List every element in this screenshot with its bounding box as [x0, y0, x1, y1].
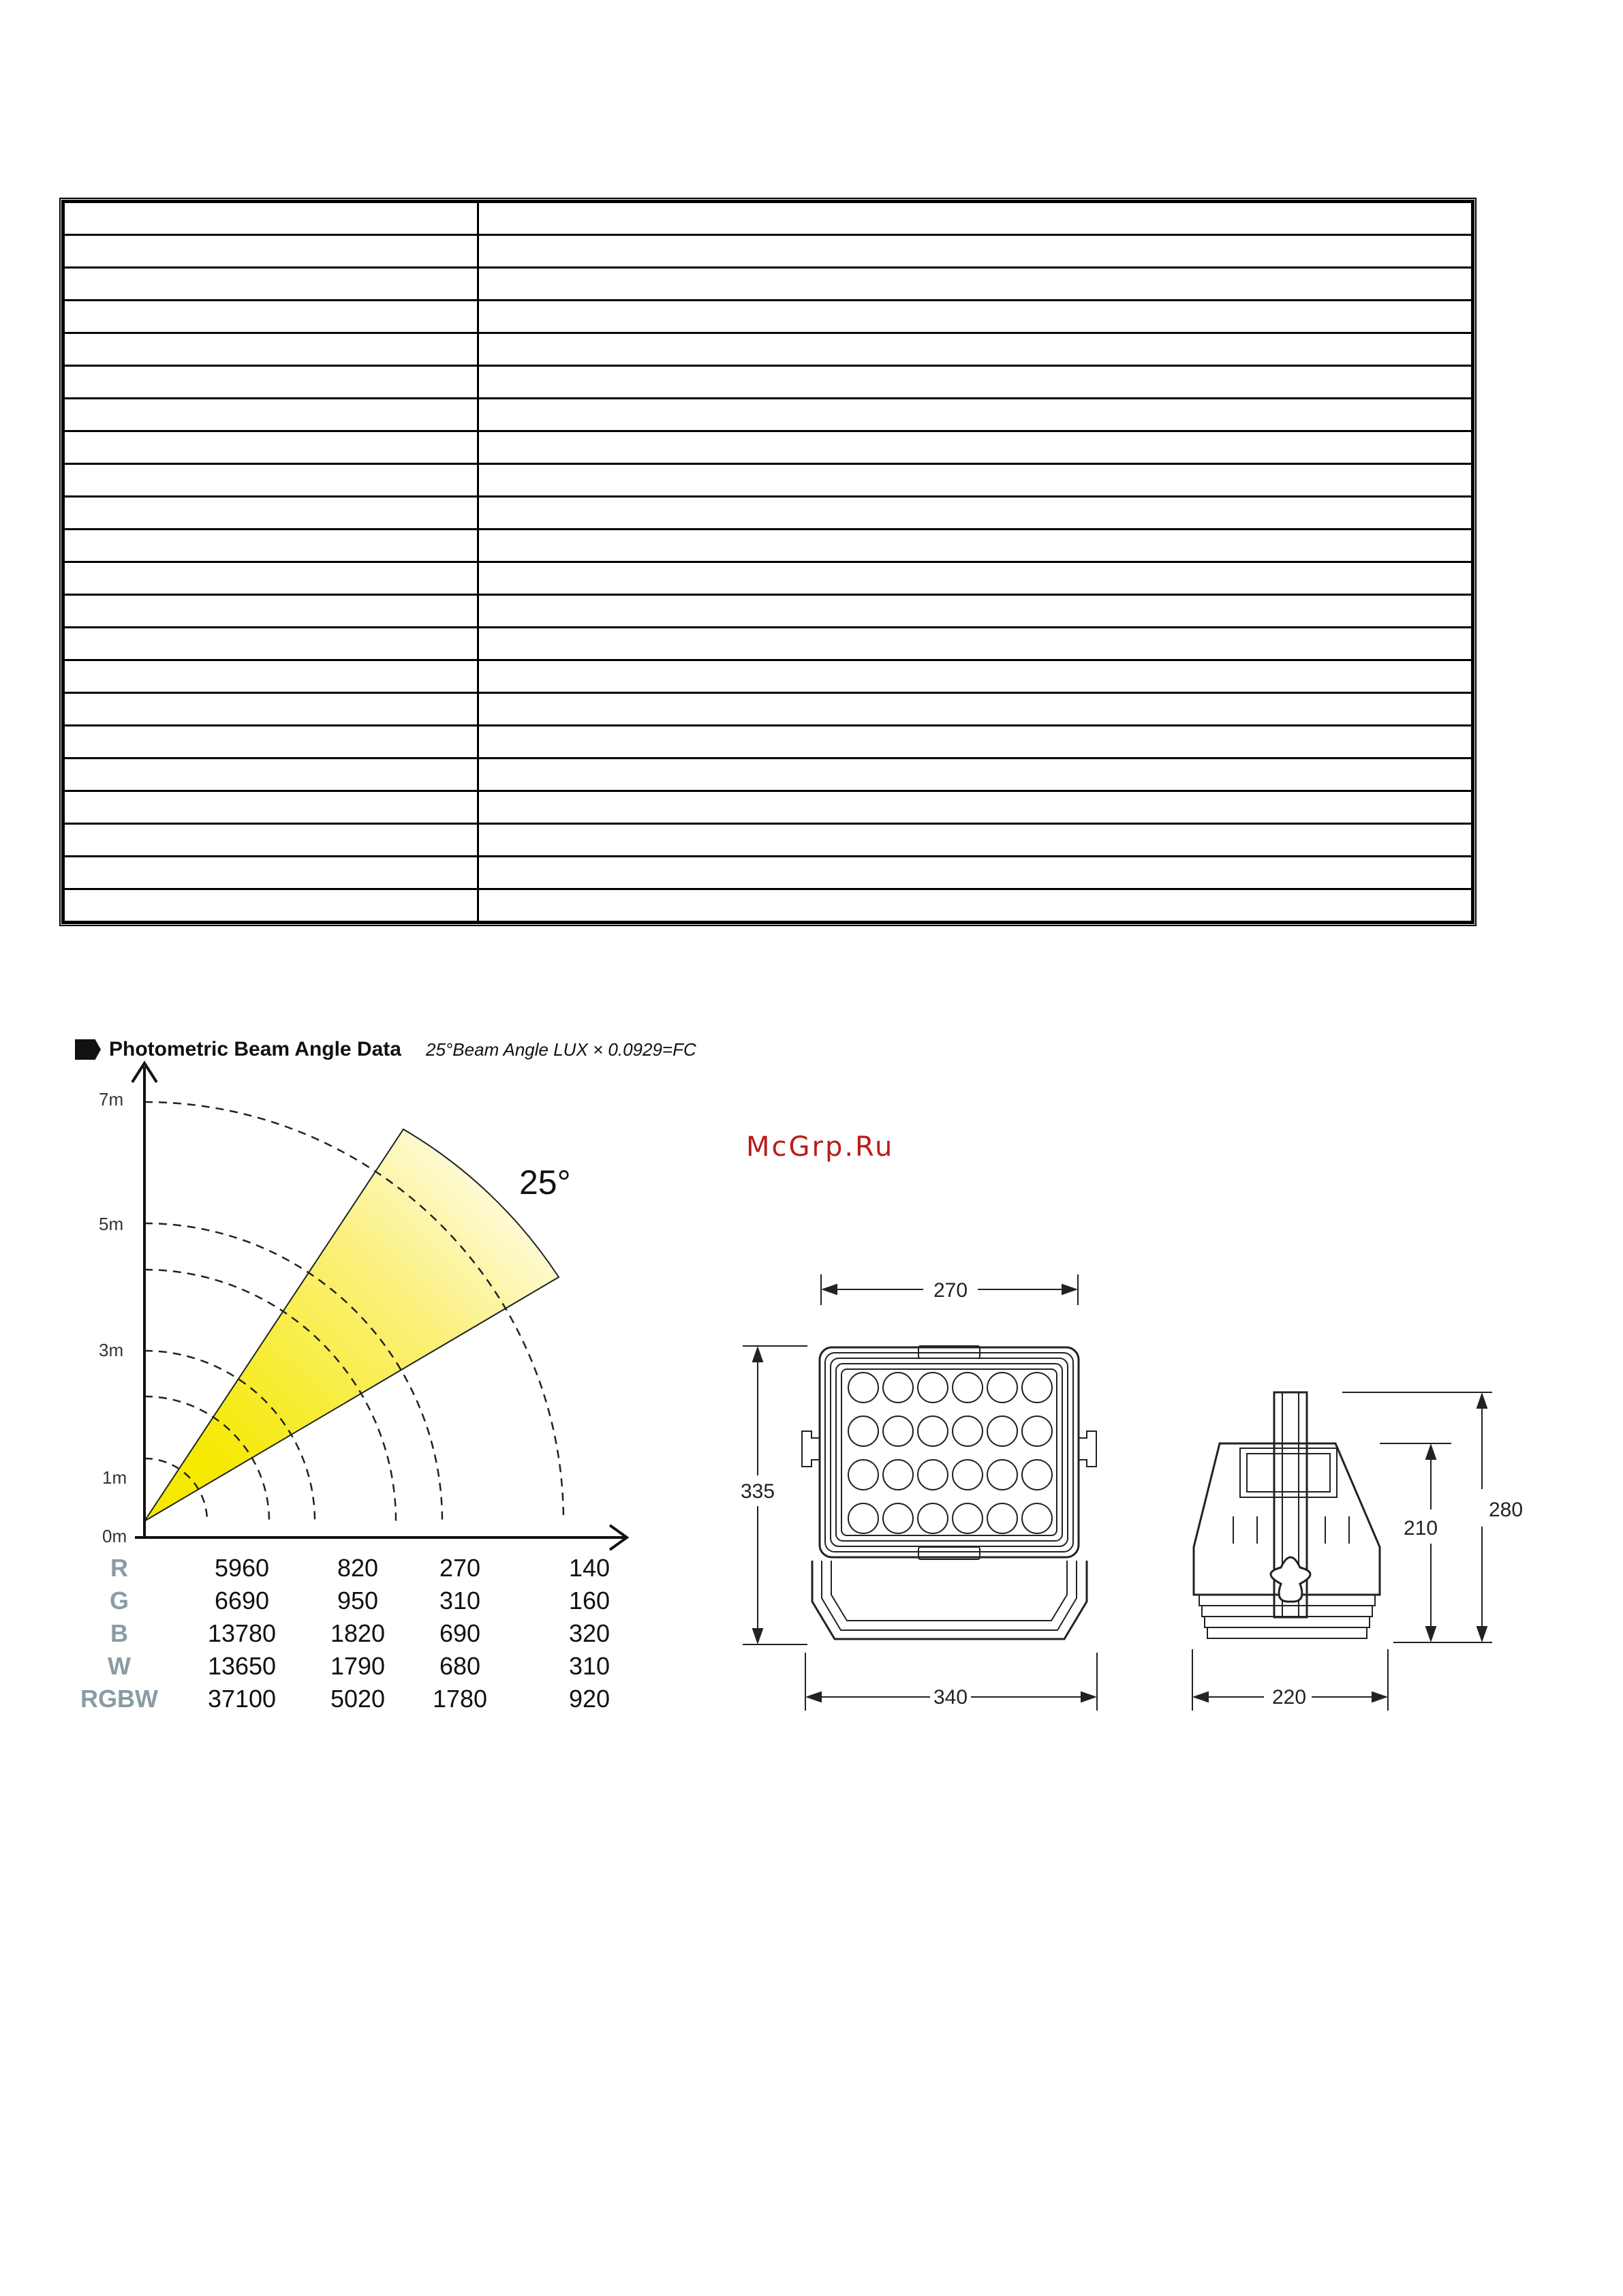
lux-value: 37100	[207, 1685, 277, 1713]
spec-label-cell	[64, 333, 478, 366]
spec-row	[64, 497, 1472, 530]
spec-label-cell	[64, 824, 478, 857]
spec-row	[64, 726, 1472, 759]
distance-label-1m: 1m	[102, 1467, 127, 1488]
led-lens	[848, 1416, 878, 1446]
spec-value-cell	[478, 268, 1472, 301]
led-lens	[918, 1460, 948, 1490]
distance-label-7m: 7m	[99, 1089, 124, 1109]
led-lens	[883, 1416, 913, 1446]
lux-value: 160	[568, 1587, 610, 1614]
dim-height-inner: 210	[1403, 1517, 1438, 1540]
spec-row	[64, 889, 1472, 922]
front-view-drawing	[722, 1254, 1117, 1731]
spec-label-cell	[64, 889, 478, 922]
distance-label-0m: 0m	[102, 1526, 127, 1546]
lux-value: 270	[439, 1554, 481, 1582]
spec-value-cell	[478, 759, 1472, 791]
spec-row	[64, 628, 1472, 660]
spec-label-cell	[64, 693, 478, 726]
spec-label-cell	[64, 301, 478, 333]
led-lens	[953, 1373, 983, 1403]
led-lens	[883, 1460, 913, 1490]
spec-row	[64, 268, 1472, 301]
side-view-drawing	[1158, 1356, 1540, 1731]
led-lens	[918, 1416, 948, 1446]
lux-row-label: R	[110, 1554, 128, 1582]
lux-value: 140	[568, 1554, 610, 1582]
lux-value: 1780	[432, 1685, 488, 1713]
lux-value: 310	[439, 1587, 481, 1614]
spec-row	[64, 693, 1472, 726]
led-lens	[1022, 1416, 1052, 1446]
lux-value: 13780	[207, 1619, 277, 1647]
spec-label-cell	[64, 202, 478, 235]
spec-row	[64, 791, 1472, 824]
spec-value-cell	[478, 857, 1472, 889]
lux-value: 820	[337, 1554, 379, 1582]
spec-value-cell	[478, 235, 1472, 268]
lux-value: 1790	[330, 1652, 386, 1680]
led-lens	[1022, 1373, 1052, 1403]
lux-value: 5020	[330, 1685, 386, 1713]
spec-label-cell	[64, 726, 478, 759]
spec-label-cell	[64, 464, 478, 497]
lux-value: 680	[439, 1652, 481, 1680]
spec-table	[59, 198, 1477, 926]
dim-width: 220	[1271, 1686, 1307, 1709]
led-lens	[953, 1503, 983, 1533]
spec-label-cell	[64, 431, 478, 464]
spec-row	[64, 366, 1472, 399]
lux-row-label: RGBW	[80, 1685, 158, 1713]
lux-row-label: W	[108, 1652, 131, 1680]
lux-value: 320	[568, 1619, 610, 1647]
spec-label-cell	[64, 530, 478, 562]
spec-row	[64, 333, 1472, 366]
spec-value-cell	[478, 431, 1472, 464]
led-lens	[848, 1503, 878, 1533]
spec-row	[64, 857, 1472, 889]
spec-label-cell	[64, 497, 478, 530]
led-lens	[987, 1460, 1017, 1490]
spec-value-cell	[478, 693, 1472, 726]
lux-value: 13650	[207, 1652, 277, 1680]
spec-row	[64, 301, 1472, 333]
spec-row	[64, 464, 1472, 497]
led-lens	[953, 1460, 983, 1490]
spec-label-cell	[64, 791, 478, 824]
led-lens	[953, 1416, 983, 1446]
led-lens	[987, 1416, 1017, 1446]
spec-label-cell	[64, 399, 478, 431]
spec-value-cell	[478, 824, 1472, 857]
spec-row	[64, 824, 1472, 857]
lux-row-label: G	[109, 1587, 129, 1614]
dim-width-bottom: 340	[933, 1686, 968, 1709]
spec-row	[64, 399, 1472, 431]
led-lens	[987, 1373, 1017, 1403]
lux-row-label: B	[110, 1619, 128, 1647]
spec-row	[64, 759, 1472, 791]
spec-value-cell	[478, 366, 1472, 399]
led-lens	[1022, 1503, 1052, 1533]
spec-value-cell	[478, 660, 1472, 693]
spec-row	[64, 202, 1472, 235]
section-title: Photometric Beam Angle Data	[109, 1038, 401, 1060]
led-lens	[883, 1373, 913, 1403]
spec-value-cell	[478, 889, 1472, 922]
led-lens	[848, 1373, 878, 1403]
beam-angle-label: 25°	[519, 1163, 571, 1201]
spec-value-cell	[478, 595, 1472, 628]
lux-value: 5960	[214, 1554, 270, 1582]
led-grid	[848, 1373, 1052, 1533]
spec-value-cell	[478, 562, 1472, 595]
lux-value: 1820	[330, 1619, 386, 1647]
spec-row	[64, 235, 1472, 268]
led-lens	[883, 1503, 913, 1533]
lux-value: 690	[439, 1619, 481, 1647]
led-lens	[987, 1503, 1017, 1533]
spec-value-cell	[478, 301, 1472, 333]
spec-row	[64, 431, 1472, 464]
spec-label-cell	[64, 660, 478, 693]
lux-value: 6690	[214, 1587, 270, 1614]
spec-value-cell	[478, 202, 1472, 235]
spec-label-cell	[64, 562, 478, 595]
dim-height-outer: 280	[1488, 1499, 1524, 1521]
spec-value-cell	[478, 791, 1472, 824]
dim-width-top: 270	[933, 1279, 968, 1302]
lux-value: 310	[568, 1652, 610, 1680]
dim-height: 335	[740, 1480, 775, 1503]
spec-row	[64, 530, 1472, 562]
spec-value-cell	[478, 399, 1472, 431]
section-subtitle: 25°Beam Angle LUX × 0.0929=FC	[425, 1039, 696, 1060]
spec-label-cell	[64, 366, 478, 399]
spec-label-cell	[64, 235, 478, 268]
distance-label-3m: 3m	[99, 1340, 124, 1360]
spec-value-cell	[478, 628, 1472, 660]
spec-value-cell	[478, 464, 1472, 497]
spec-row	[64, 660, 1472, 693]
spec-label-cell	[64, 268, 478, 301]
led-lens	[918, 1503, 948, 1533]
lux-value: 920	[568, 1685, 610, 1713]
led-lens	[848, 1460, 878, 1490]
led-lens	[1022, 1460, 1052, 1490]
spec-row	[64, 562, 1472, 595]
spec-value-cell	[478, 726, 1472, 759]
watermark: McGrp.Ru	[746, 1131, 895, 1163]
spec-value-cell	[478, 530, 1472, 562]
spec-label-cell	[64, 628, 478, 660]
spec-value-cell	[478, 333, 1472, 366]
spec-label-cell	[64, 857, 478, 889]
spec-row	[64, 595, 1472, 628]
spec-label-cell	[64, 595, 478, 628]
lux-value: 950	[337, 1587, 379, 1614]
beam-cone	[144, 1129, 559, 1521]
spec-label-cell	[64, 759, 478, 791]
distance-label-5m: 5m	[99, 1214, 124, 1234]
led-lens	[918, 1373, 948, 1403]
spec-value-cell	[478, 497, 1472, 530]
